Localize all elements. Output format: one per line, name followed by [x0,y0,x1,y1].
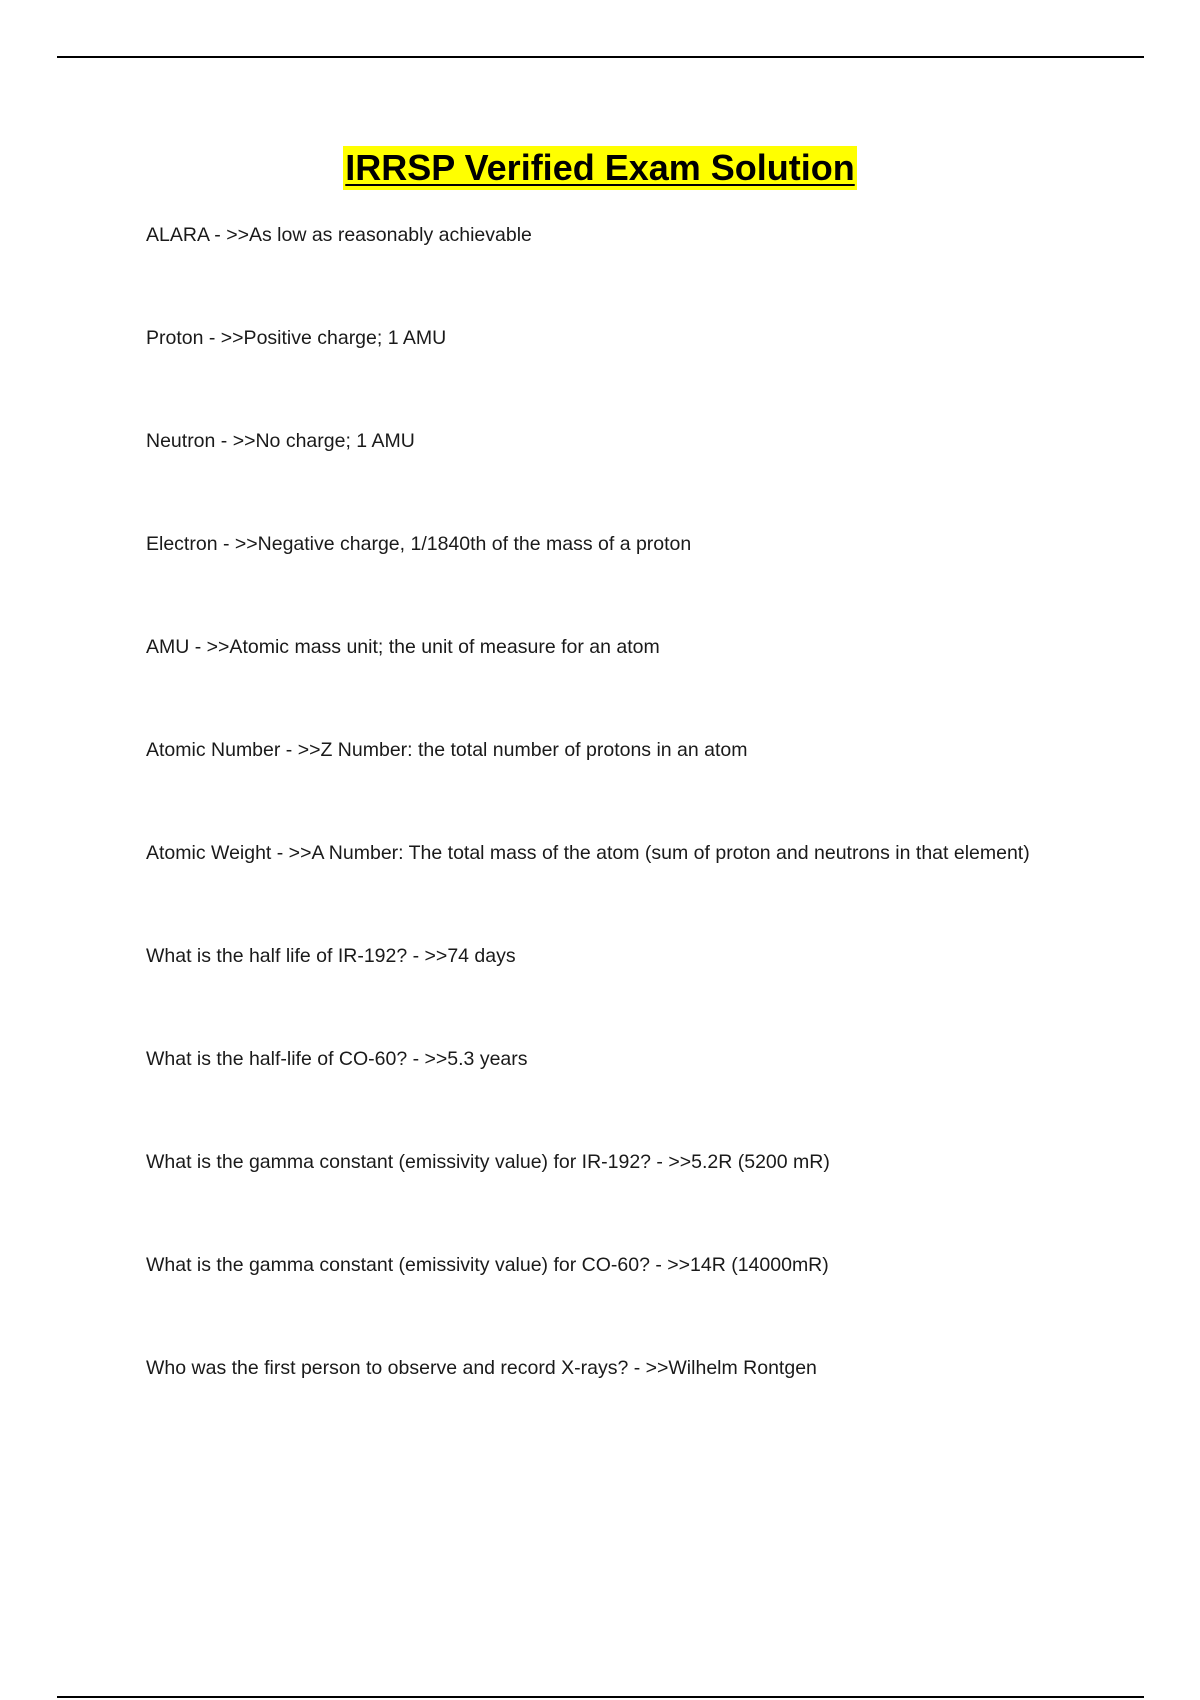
qa-entry: Atomic Number - >>Z Number: the total number of protons in an atom [146,739,748,761]
qa-entry: Proton - >>Positive charge; 1 AMU [146,327,447,349]
qa-entry: What is the half-life of CO-60? - >>5.3 years [146,1048,528,1070]
title-container [0,146,1200,190]
qa-entry: What is the gamma constant (emissivity value) for CO-60? - >>14R (14000mR) [146,1254,829,1276]
bottom-rule [57,1696,1144,1698]
qa-entry: What is the gamma constant (emissivity value) for IR-192? - >>5.2R (5200 mR) [146,1151,830,1173]
top-rule [57,56,1144,58]
qa-entry: Neutron - >>No charge; 1 AMU [146,430,415,452]
qa-entry: Who was the first person to observe and record X-rays? - >>Wilhelm Rontgen [146,1357,817,1379]
document-title: IRRSP Verified Exam Solution [345,147,855,188]
qa-entry: AMU - >>Atomic mass unit; the unit of measure for an atom [146,636,660,658]
qa-entry: What is the half life of IR-192? - >>74 days [146,945,516,967]
qa-list [146,222,1146,1458]
qa-entry: Electron - >>Negative charge, 1/1840th of the mass of a proton [146,533,692,555]
qa-entry: Atomic Weight - >>A Number: The total mass of the atom (sum of proton and neutrons in that element) [146,842,1030,864]
qa-entry: ALARA - >>As low as reasonably achievable [146,224,532,246]
